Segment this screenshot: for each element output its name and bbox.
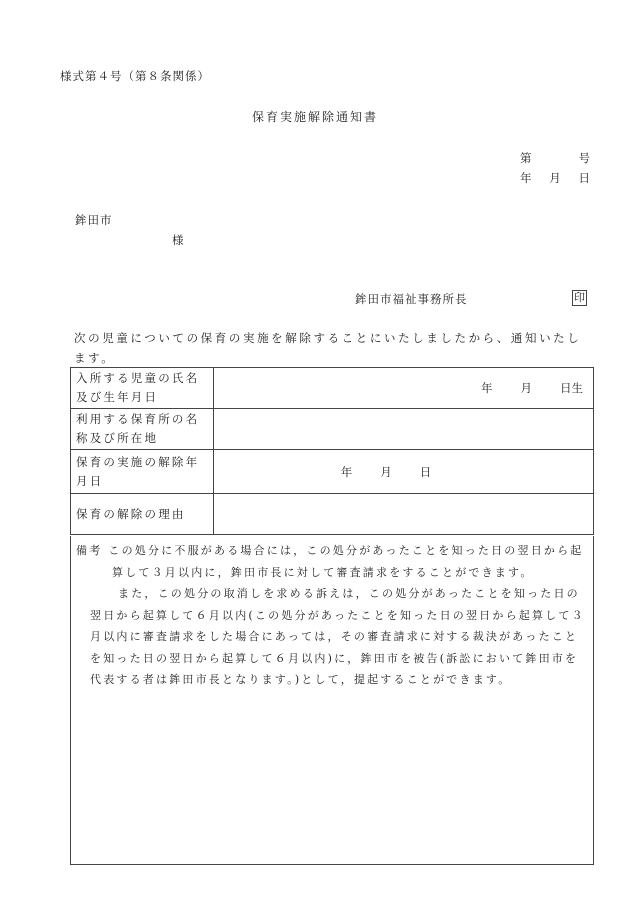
date-year: 年 bbox=[520, 171, 532, 185]
notes-heading: 備考 bbox=[76, 544, 103, 557]
row-value-birthdate bbox=[214, 368, 594, 409]
document-number-line bbox=[520, 150, 590, 166]
birth-month-unit: 月 bbox=[520, 381, 532, 395]
row-value-facility bbox=[214, 409, 594, 450]
intro-text: 次の児童についての保育の実施を解除することにいたしましたから、通知いたします。 bbox=[74, 331, 582, 365]
number-prefix: 第 bbox=[520, 151, 532, 165]
notice-table bbox=[70, 367, 594, 535]
notes-paragraph-1: この処分に不服がある場合には，この処分があったことを知った日の翌日から起算して３月以内に，鉾田市長に対して審査請求をすることができます。 bbox=[108, 544, 584, 579]
notes-box bbox=[70, 536, 594, 865]
notes-text bbox=[76, 540, 591, 691]
issue-date-line bbox=[520, 170, 590, 186]
document-title: 保育実施解除通知書 bbox=[251, 110, 378, 124]
row-label-release-date: 保育の実施の解除年月日 bbox=[71, 450, 214, 494]
table-row bbox=[71, 409, 594, 450]
number-suffix: 号 bbox=[578, 151, 590, 165]
issuer-name: 鉾田市福祉事務所長 bbox=[355, 292, 468, 306]
table-row bbox=[71, 450, 594, 494]
birth-day-unit: 日生 bbox=[560, 381, 583, 395]
recipient-city: 鉾田市 bbox=[75, 213, 113, 227]
release-day-unit: 日 bbox=[419, 464, 432, 479]
recipient-honorific: 様 bbox=[172, 233, 184, 247]
release-month-unit: 月 bbox=[380, 464, 392, 479]
row-label-reason: 保育の解除の理由 bbox=[71, 494, 214, 535]
birth-year-unit: 年 bbox=[481, 381, 493, 395]
row-value-reason bbox=[214, 494, 594, 535]
release-year-unit: 年 bbox=[340, 464, 353, 479]
date-month: 月 bbox=[549, 171, 561, 185]
seal-mark: 印 bbox=[574, 291, 585, 304]
row-label-facility: 利用する保育所の名称及び所在地 bbox=[71, 409, 214, 450]
table-row bbox=[71, 494, 594, 535]
date-day: 日 bbox=[578, 171, 590, 185]
form-number: 様式第４号（第８条関係） bbox=[60, 69, 210, 83]
row-label-child: 入所する児童の氏名及び生年月日 bbox=[71, 368, 214, 409]
table-row bbox=[71, 368, 594, 409]
notes-paragraph-2: また，この処分の取消しを求める訴えは，この処分があったことを知った日の翌日から起算して６月以内(この処分があったことを知った日の翌日から起算して３月以内に審査請求をした場合にあっては，その審査請求に対する裁決があったことを知った日の翌日から起算して６月以内)に，鉾田市を被告(訴訟において鉾田市を代表する者は鉾田市長となります。)として，提起することができます。 bbox=[90, 587, 585, 686]
row-value-release-date bbox=[214, 450, 594, 494]
